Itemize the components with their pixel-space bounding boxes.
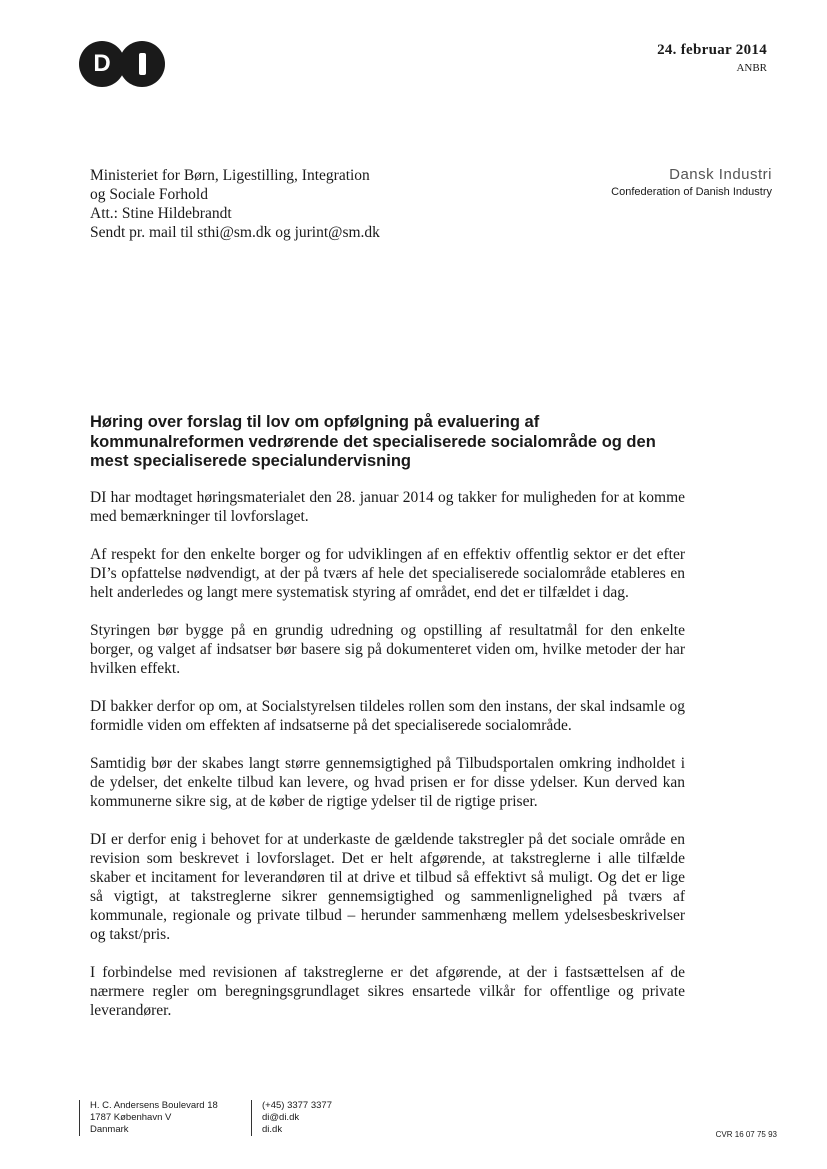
- recipient-line: Sendt pr. mail til sthi@sm.dk og jurint@sm.dk: [90, 224, 380, 241]
- di-logo: [79, 41, 165, 87]
- paragraph: DI er derfor enig i behovet for at underkaste de gældende takstregler på det sociale område en revision som beskrevet i lovforslaget. Det er helt afgørende, at takstreglerne i alle tilfælde skaber et incitament for leverandøren til at drive et tilbud så effektivt så muligt. Og det er lige så vigtigt, at takstreglerne sikrer gennemsigtighed og sammenlignelighed på tværs af kommunale, regionale og private tilbud – herunder sammenhæng mellem ydelsesbeskrivelser og takst/pris.: [90, 831, 685, 943]
- paragraph: DI bakker derfor op om, at Socialstyrelsen tildeles rollen som den instans, der skal indsamle og formidle viden om effekten af indsatserne på det specialiserede socialområde.: [90, 698, 685, 734]
- footer-address: [79, 1100, 218, 1136]
- subject-line: kommunalreformen vedrørende det specialiserede socialområde og den: [90, 432, 656, 451]
- paragraph: I forbindelse med revisionen af takstreglerne er det afgørende, at der i fastsættelsen af de nærmere regler om beregningsgrundlaget sikres ensartede vilkår for offentlige og private leverandører.: [90, 964, 685, 1019]
- contact-email: di@di.dk: [262, 1112, 300, 1123]
- organization-block: [611, 166, 772, 198]
- paragraph: Styringen bør bygge på en grundig udredning og opstilling af resultatmål for den enkelte borger, og valget af indsatser bør basere sig på dokumenteret viden om, hvilke metoder der har hvilken effekt.: [90, 622, 685, 677]
- subject-heading: [90, 413, 710, 472]
- recipient-line: og Sociale Forhold: [90, 186, 208, 203]
- reference-initials: ANBR: [736, 62, 767, 74]
- address-line: H. C. Andersens Boulevard 18: [90, 1100, 218, 1111]
- contact-website: di.dk: [262, 1124, 283, 1135]
- organization-subtitle: Confederation of Danish Industry: [611, 186, 772, 198]
- letter-header: [657, 42, 767, 74]
- recipient-line: Ministeriet for Børn, Ligestilling, Integration: [90, 167, 370, 184]
- subject-line: mest specialiserede specialundervisning: [90, 452, 411, 470]
- paragraph: Samtidig bør der skabes langt større gennemsigtighed på Tilbudsportalen omkring indholdet i de ydelser, det enkelte tilbud kan levere, og hvad prisen er for disse ydelser. Kun derved kan kommunerne sikre sig, at de køber de rigtige ydelser til de rigtige priser.: [90, 755, 685, 810]
- logo-letter-d: D: [79, 41, 125, 87]
- letter-date: 24. februar 2014: [657, 42, 767, 58]
- contact-phone: (+45) 3377 3377: [262, 1100, 332, 1111]
- recipient-block: [90, 166, 380, 242]
- paragraph: Af respekt for den enkelte borger og for udviklingen af en effektiv offentlig sektor er det efter DI’s opfattelse nødvendigt, at der på tværs af hele det specialiserede socialområde etableres en helt anderledes og langt mere systematisk styring af området, end det er tilfældet i dag.: [90, 546, 685, 601]
- footer-contact: [251, 1100, 332, 1136]
- paragraph: DI har modtaget høringsmaterialet den 28. januar 2014 og takker for muligheden for at komme med bemærkninger til lovforslaget.: [90, 489, 685, 525]
- address-line: 1787 København V: [90, 1112, 172, 1123]
- recipient-line: Att.: Stine Hildebrandt: [90, 205, 232, 222]
- cvr-number: CVR 16 07 75 93: [715, 1130, 777, 1139]
- letter-body: [90, 488, 685, 1039]
- logo-letter-i: [119, 41, 165, 87]
- organization-name: Dansk Industri: [669, 166, 772, 183]
- address-line: Danmark: [90, 1124, 129, 1135]
- subject-line: Høring over forslag til lov om opfølgning på evaluering af: [90, 413, 540, 431]
- logo-i-bar-icon: [139, 53, 146, 75]
